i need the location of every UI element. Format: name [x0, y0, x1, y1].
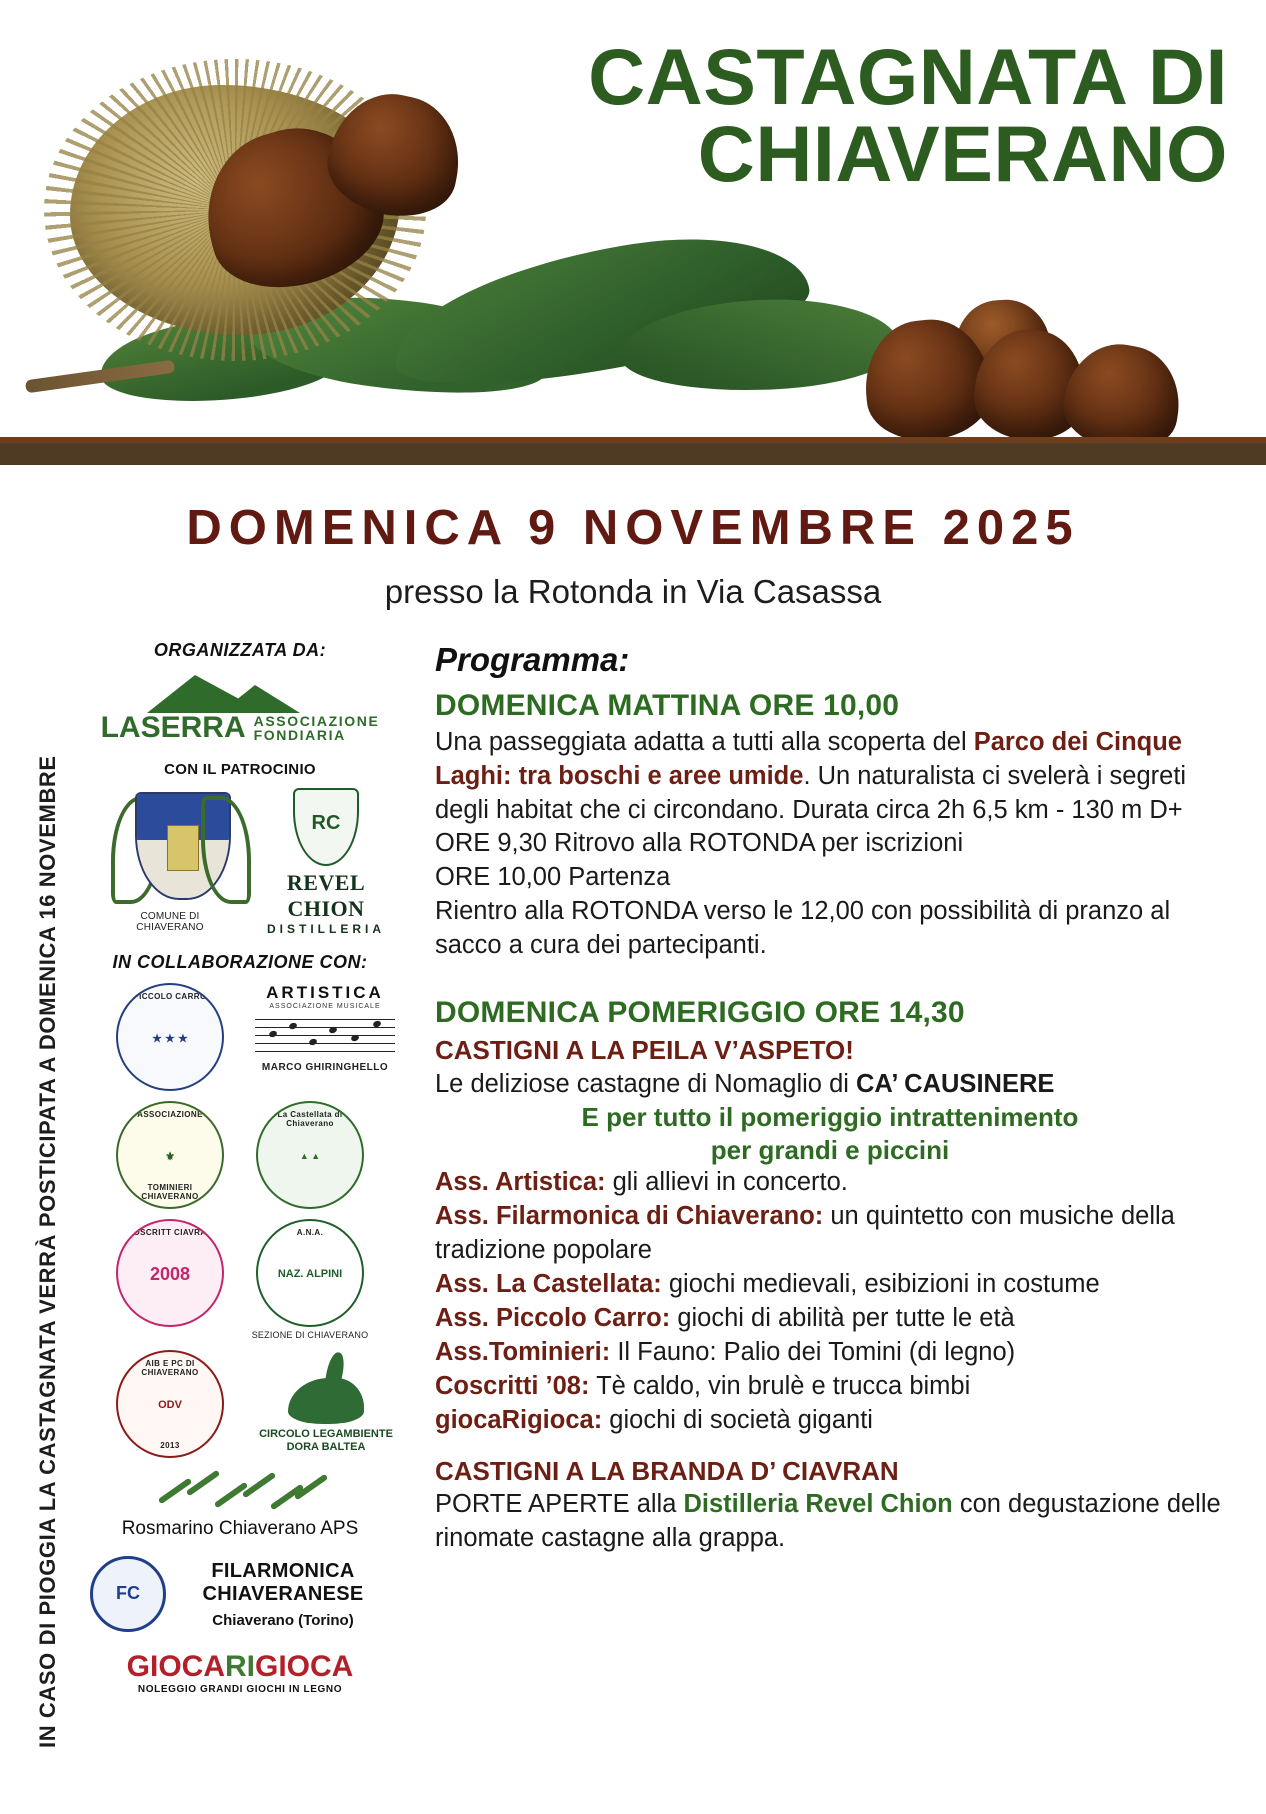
logo-row-2 [90, 1101, 390, 1209]
closing-line-b: Distilleria Revel Chion [683, 1490, 953, 1519]
morning-line3: ORE 10,00 Partenza [435, 863, 671, 892]
logo-tominieri-ring-bottom: TOMINIERI CHIAVERANO [141, 1183, 199, 1201]
poster-title [468, 32, 1228, 199]
morning-line2: ORE 9,30 Ritrovo alla ROTONDA per iscrizioni [435, 829, 964, 858]
list-item [435, 1336, 1225, 1370]
circle-badge-icon [116, 1350, 224, 1458]
list-item-label: Coscritti ’08: [435, 1371, 590, 1400]
logo-piccolo-mid: ★ ★ ★ [152, 1032, 188, 1045]
afternoon-center-line1: E per tutto il pomeriggio intrattenimento [581, 1102, 1079, 1133]
logo-artistica-sub: ASSOCIAZIONE MUSICALE [269, 1003, 381, 1010]
logo-gioca-sub: NOLEGGIO GRANDI GIOCHI IN LEGNO [137, 1684, 343, 1695]
logo-laserra-sub2: FONDIARIA [253, 727, 346, 744]
mountain-icon [125, 669, 355, 713]
list-item-text: un quintetto con musiche della tradizione popolare [435, 1202, 1175, 1265]
logo-row-1 [90, 983, 390, 1091]
rosemary-sprig-icon [150, 1470, 330, 1516]
logo-laserra [100, 669, 380, 744]
coat-of-arms-icon [111, 788, 251, 908]
logo-alpini [251, 1219, 369, 1340]
logo-gioca-part2: RI [225, 1650, 255, 1683]
shield-icon [293, 788, 359, 866]
list-item [435, 1302, 1225, 1336]
list-item-label: Ass. Artistica: [435, 1168, 606, 1197]
logo-castellata-ring: La Castellata di Chiaverano [277, 1110, 343, 1128]
afternoon-center-block [435, 1101, 1225, 1166]
logo-artistica-caption: MARCO GHIRINGHELLO [261, 1062, 389, 1073]
logo-comune-caption: COMUNE DI CHIAVERANO [136, 911, 204, 933]
logo-alpini-caption: SEZIONE DI CHIAVERANO [251, 1330, 369, 1340]
hero-banner [0, 0, 1266, 465]
logos-heading-patronage: CON IL PATROCINIO [164, 761, 316, 778]
rain-notice-text: IN CASO DI PIOGGIA LA CASTAGNATA VERRÀ POSTICIPATA A DOMENICA 16 NOVEMBRE [35, 755, 60, 1748]
morning-p1a: Una passeggiata adatta a tutti alla scoperta del [435, 727, 974, 756]
logo-legambiente-caption2: DORA BALTEA [286, 1441, 366, 1454]
logo-aib-mid: ODV [158, 1399, 182, 1411]
logos-heading-organized: ORGANIZZATA DA: [153, 640, 327, 660]
logo-artistica-name: ARTISTICA [266, 983, 384, 1002]
morning-p1c: . Un naturalista ci svelerà i segreti degli habitat che ci circondano. Durata circa 2h 6,5 km - 130 m D+ [435, 761, 1187, 824]
logo-aib-ring-top: AIB E PC DI CHIAVERANO [141, 1359, 199, 1377]
swan-icon [280, 1350, 372, 1428]
morning-heading: DOMENICA MATTINA ORE 10,00 [435, 688, 900, 722]
logo-rosmarino-caption: Rosmarino Chiaverano APS [121, 1518, 359, 1539]
logo-gioca-part3: GIOCA [255, 1650, 354, 1683]
logo-revel-chion [251, 788, 385, 936]
list-item-label: Ass. La Castellata: [435, 1270, 662, 1299]
logo-aib-ring-bottom: 2013 [160, 1441, 180, 1450]
logo-row-4 [90, 1350, 393, 1458]
logo-piccolo-ring: PICCOLO CARRO [133, 992, 207, 1001]
logo-tominieri [111, 1101, 229, 1209]
closing-line-a: PORTE APERTE alla [435, 1490, 684, 1519]
logo-filarmonica-name: FILARMONICA CHIAVERANESE [202, 1559, 364, 1605]
logo-laserra-sub1: ASSOCIAZIONE [253, 712, 380, 729]
closing-line-c: con degustazione delle rinomate castagne alla grappa. [435, 1490, 1221, 1553]
music-staff-icon [255, 1013, 395, 1059]
list-item-text: giochi medievali, esibizioni in costume [661, 1270, 1100, 1299]
logo-alpini-mid: NAZ. ALPINI [277, 1268, 343, 1280]
poster-title-line2: CHIAVERANO [697, 109, 1228, 199]
afternoon-heading: DOMENICA POMERIGGIO ORE 14,30 [435, 996, 965, 1030]
list-item-text: Tè caldo, vin brulè e trucca bimbi [589, 1371, 971, 1400]
logo-coscritti-mid: 2008 [149, 1263, 191, 1284]
logo-alpini-ring: A.N.A. [296, 1228, 324, 1237]
list-item [435, 1404, 1225, 1438]
logo-aib-pc [111, 1350, 229, 1458]
list-item-label: giocaRigioca: [435, 1405, 603, 1434]
logo-castellata-mid: ▲ ▲ [299, 1151, 321, 1161]
poster-title-line1: CASTAGNATA DI [588, 32, 1228, 121]
logo-la-castellata [251, 1101, 369, 1209]
afternoon-slogan: CASTIGNI A LA PEILA V’ASPETO! [435, 1035, 854, 1065]
circle-badge-icon [256, 1219, 364, 1327]
shield-icon [135, 792, 231, 900]
rain-notice [28, 595, 64, 1775]
list-item-label: Ass.Tominieri: [435, 1338, 611, 1367]
circle-badge-icon [116, 983, 224, 1091]
closing-heading: CASTIGNI A LA BRANDA D’ CIAVRAN [435, 1455, 899, 1486]
list-item [435, 1200, 1225, 1268]
logo-row-patronage [90, 788, 390, 936]
seal-icon [90, 1556, 166, 1632]
logo-artistica [251, 983, 389, 1073]
logo-filarmonica [90, 1556, 390, 1632]
circle-badge-icon [116, 1219, 224, 1327]
list-item [435, 1268, 1225, 1302]
afternoon-line-a-bold: CA’ CAUSINERE [856, 1069, 1055, 1098]
logo-coscritti-ring: COSCRITT CIAVRAN [127, 1228, 213, 1237]
logo-revel-sub: DISTILLERIA [267, 922, 385, 936]
morning-p1b: Parco dei Cinque Laghi: tra boschi e aree umide [435, 727, 1182, 790]
morning-paragraph [435, 726, 1225, 828]
circle-badge-icon [116, 1101, 224, 1209]
list-item-text: Il Fauno: Palio dei Tomini (di legno) [610, 1338, 1016, 1367]
program-title: Programma: [435, 641, 630, 678]
logo-gioca-part1: GIOCA [126, 1650, 225, 1683]
event-date: DOMENICA 9 NOVEMBRE 2025 [186, 501, 1080, 555]
logo-comune-chiaverano [111, 788, 229, 933]
afternoon-chestnuts-line [435, 1068, 1225, 1102]
logo-tominieri-mid: ⚜ [165, 1150, 175, 1163]
list-item-text: giochi di società giganti [602, 1405, 873, 1434]
logo-filarmonica-sub: Chiaverano (Torino) [212, 1611, 354, 1629]
list-item-text: giochi di abilità per tutte le età [670, 1304, 1015, 1333]
program-section [435, 638, 1225, 1556]
logo-legambiente [251, 1350, 393, 1454]
event-location: presso la Rotonda in Via Casassa [384, 573, 882, 610]
list-item [435, 1166, 1225, 1200]
logo-giocarigioca [90, 1650, 390, 1695]
sponsor-logo-column [90, 640, 393, 1695]
list-item-label: Ass. Piccolo Carro: [435, 1304, 671, 1333]
logo-legambiente-caption1: CIRCOLO LEGAMBIENTE [259, 1428, 393, 1440]
closing-paragraph [435, 1488, 1225, 1556]
logo-laserra-name: LASERRA [100, 711, 246, 744]
afternoon-line-a: Le deliziose castagne di Nomaglio di [435, 1069, 856, 1098]
logo-coscritti [111, 1219, 229, 1327]
logo-piccolo-carro [111, 983, 229, 1091]
divider [0, 443, 1266, 465]
logos-heading-collab: IN COLLABORAZIONE CON: [112, 952, 368, 972]
morning-line4: Rientro alla ROTONDA verso le 12,00 con possibilità di pranzo al sacco a cura dei partecipanti. [435, 897, 1171, 960]
circle-badge-icon [256, 1101, 364, 1209]
logo-revel-name: REVEL CHION [286, 870, 366, 921]
list-item-label: Ass. Filarmonica di Chiaverano: [435, 1202, 824, 1231]
logo-rosmarino [100, 1470, 380, 1540]
list-item-text: gli allievi in concerto. [605, 1168, 848, 1197]
logo-tominieri-ring-top: ASSOCIAZIONE [137, 1110, 203, 1119]
logo-gioca-name [90, 1650, 390, 1684]
afternoon-center-line2: per grandi e piccini [710, 1134, 950, 1165]
list-item [435, 1370, 1225, 1404]
logo-row-3 [90, 1219, 390, 1340]
